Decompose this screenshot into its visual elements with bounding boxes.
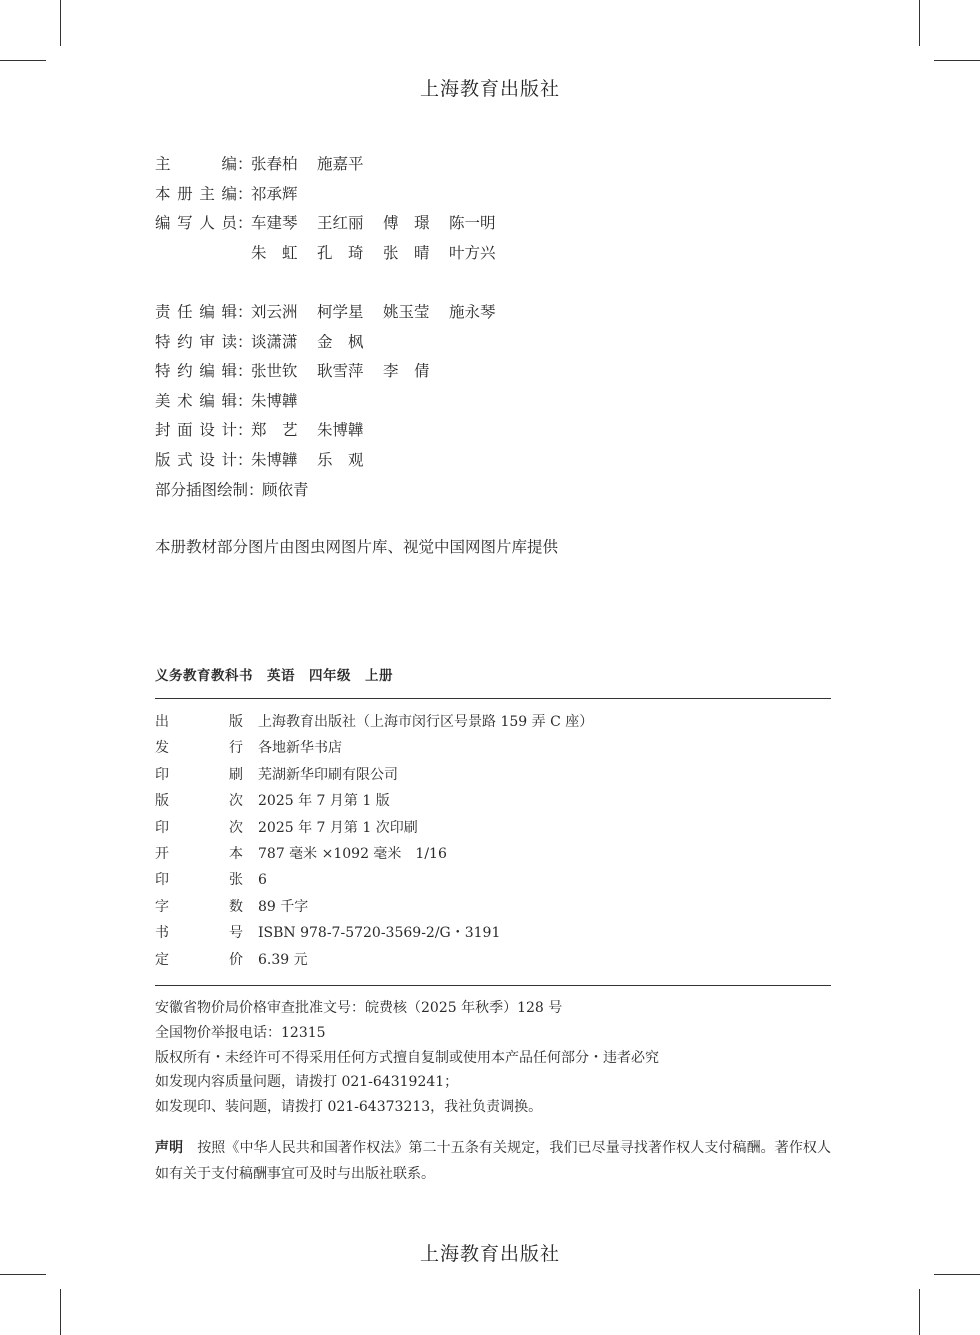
publication-specs [155,709,593,973]
credit-name: 施嘉平 [316,155,364,173]
credit-colon: ： [237,450,253,469]
spec-value: 787 毫米 ×1092 毫米 1/16 [258,845,447,862]
declaration-label: 声明 [155,1140,184,1156]
credit-name: 朱 虹 [250,243,298,262]
credit-name: 谈潇潇 [250,332,298,351]
credit-name: 张 晴 [382,243,430,262]
spec-label: 字数 [155,898,243,915]
credit-name: 乐 观 [316,450,364,469]
book-title-part: 上册 [365,668,393,684]
credit-role: 部分插图绘制 [155,480,249,499]
note-line: 安徽省物价局价格审查批准文号：皖费核（2025 年秋季）128 号 [155,1000,563,1016]
credit-role [155,239,237,269]
credit-name: 张春柏 [250,155,298,173]
spec-row [155,947,593,973]
credit-role: 责任编辑 [155,302,237,321]
spec-value: 6 [258,872,267,889]
credit-name: 傅 璟 [382,214,430,233]
copyright-declaration [155,1135,831,1187]
credits-list [155,150,515,505]
credit-names [251,416,383,446]
credit-colon: ： [237,391,253,410]
credit-colon: ： [237,155,253,173]
credit-name: 王红丽 [316,214,364,233]
credit-role: 特约审读 [155,332,237,351]
credit-names [262,476,328,506]
spec-row [155,920,593,946]
credit-names [251,446,383,476]
credit-name: 张世钦 [250,362,298,381]
credits-spacer [155,268,515,298]
credit-colon: ： [237,184,253,203]
note-line: 如发现内容质量问题，请拨打 021-64319241； [155,1074,459,1091]
credit-name: 姚玉莹 [382,302,430,321]
crop-mark [60,0,61,46]
spec-value: ISBN 978-7-5720-3569-2/G・3191 [258,925,501,942]
spec-label: 印次 [155,819,243,836]
credit-role: 美术编辑 [155,391,237,410]
divider [155,698,831,699]
credit-role: 本册主编 [155,184,237,203]
book-title [155,664,407,684]
credit-names [251,357,449,387]
image-credit: 本册教材部分图片由图虫网图片库、视觉中国网图片库提供 [155,538,559,556]
credit-names [251,328,383,358]
credit-name: 顾依青 [261,480,309,499]
spec-value: 2025 年 7 月第 1 版 [258,793,390,810]
credit-colon: ： [237,302,253,321]
note-line: 版权所有・未经许可不得采用任何方式擅自复制或使用本产品任何部分・违者必究 [155,1049,659,1066]
crop-mark [60,1289,61,1335]
credit-row [155,357,515,387]
spec-row [155,815,593,841]
spec-row [155,841,593,867]
crop-mark [934,60,980,61]
credit-name: 车建琴 [250,214,298,233]
credit-row [155,387,515,417]
page-footer-publisher: 上海教育出版社 [419,1243,560,1265]
spec-row [155,735,593,761]
credit-row [155,180,515,210]
spec-value: 上海教育出版社（上海市闵行区号景路 159 弄 C 座） [258,714,594,730]
credit-row [155,209,515,239]
spec-row [155,894,593,920]
credit-colon: ： [237,421,253,440]
credit-role: 版式设计 [155,450,237,469]
crop-mark [0,1274,46,1275]
spec-label: 定价 [155,951,243,968]
credit-name: 施永琴 [448,302,496,321]
credit-row [155,150,515,180]
credit-name: 朱博韡 [250,391,298,410]
credit-names [251,298,515,328]
credit-name: 李 倩 [382,362,430,381]
credit-role: 编写人员 [155,214,237,233]
credit-name: 孔 琦 [316,243,364,262]
credit-name: 郑 艺 [250,421,298,440]
notes [155,996,659,1120]
spec-row [155,867,593,893]
page-header-publisher: 上海教育出版社 [419,78,560,100]
credit-names [251,180,317,210]
spec-label: 开本 [155,845,243,862]
spec-value: 2025 年 7 月第 1 次印刷 [258,819,418,836]
credit-name: 刘云洲 [250,302,298,321]
credit-row [155,476,515,506]
crop-mark [919,1289,920,1335]
spec-value: 89 千字 [258,898,309,915]
credit-name: 朱博韡 [250,450,298,469]
note-line: 如发现印、装问题，请拨打 021-64373213，我社负责调换。 [155,1099,543,1116]
book-title-part: 英语 [267,668,295,684]
spec-label: 印刷 [155,766,243,783]
credit-colon: ： [237,332,253,351]
spec-label: 发行 [155,740,243,757]
credit-row [155,446,515,476]
crop-mark [934,1274,980,1275]
spec-label: 书号 [155,925,243,942]
credit-colon: ： [248,480,264,499]
credit-row [155,328,515,358]
credit-name: 祁承辉 [250,184,298,203]
spec-value: 6.39 元 [258,951,308,968]
crop-mark [0,60,46,61]
credit-names [251,239,515,269]
credit-names [251,150,383,180]
spec-label: 出版 [155,714,243,730]
credit-colon: ： [237,362,253,381]
book-title-part: 四年级 [309,668,351,684]
credit-colon: ： [237,214,253,233]
credit-role: 主编 [155,155,237,173]
crop-mark [919,0,920,46]
credit-row [155,298,515,328]
credit-role: 特约编辑 [155,362,237,381]
declaration-text: 按照《中华人民共和国著作权法》第二十五条有关规定，我们已尽量寻找著作权人支付稿酬。著作权人如有关于支付稿酬事宜可及时与出版社联系。 [155,1140,832,1182]
credit-name: 朱博韡 [316,421,364,440]
credit-name: 金 枫 [316,332,364,351]
spec-label: 版次 [155,793,243,810]
spec-row [155,709,593,735]
credit-row [155,239,515,269]
spec-label: 印张 [155,872,243,889]
note-line: 全国物价举报电话：12315 [155,1024,326,1041]
spec-value: 各地新华书店 [258,740,342,757]
credit-name: 耿雪萍 [316,362,364,381]
credit-colon [237,239,251,269]
credit-names [251,387,317,417]
book-title-part: 义务教育教科书 [155,668,253,684]
credit-role: 封面设计 [155,421,237,440]
spec-row [155,788,593,814]
credit-name: 叶方兴 [448,243,496,262]
credit-name: 柯学星 [316,302,364,321]
divider [155,985,831,986]
spec-value: 芜湖新华印刷有限公司 [258,766,398,783]
credit-name: 陈一明 [448,214,496,233]
spec-row [155,762,593,788]
credit-row [155,416,515,446]
credit-names [251,209,515,239]
